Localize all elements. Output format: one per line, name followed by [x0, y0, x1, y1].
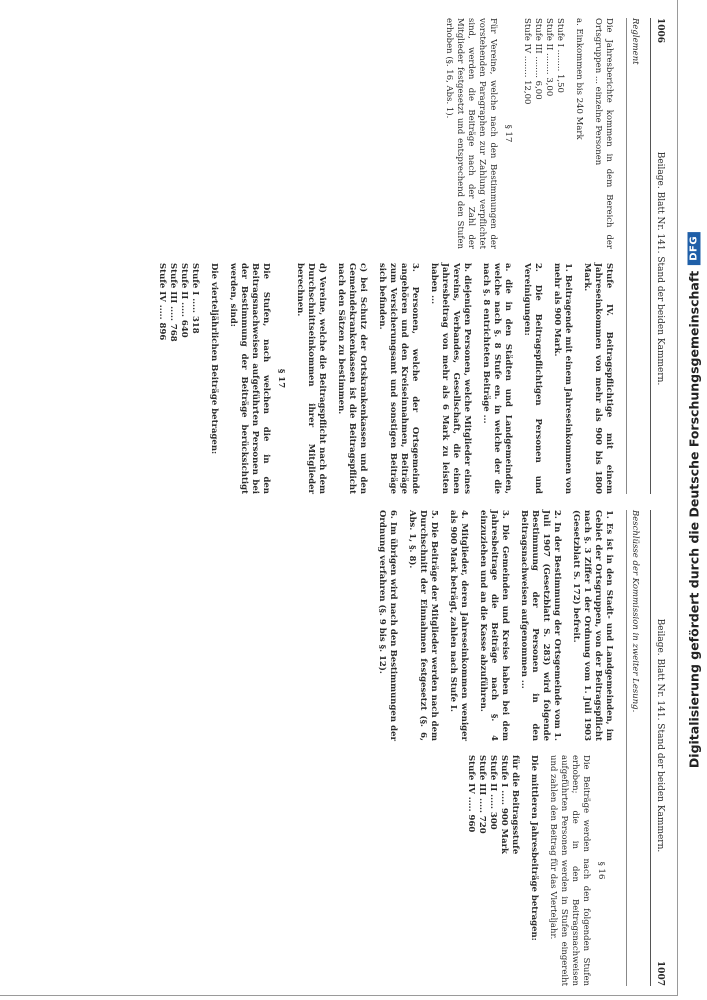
sidebar-caption	[687, 232, 702, 768]
text-block: für die Beitragsstufe	[510, 755, 520, 855]
text-block: 2. Die Beitragspflichtigen Personen und Vereinigungen:	[522, 263, 543, 494]
left-page-columns	[156, 18, 614, 494]
section-heading: § 17	[503, 124, 513, 143]
text-block: a. die in den Städten und Landgemeinden, welche nach §. 8 Stufe en. in welche der die nach §. 8 entrichteten Beiträge ...	[481, 263, 513, 494]
left-page-number: 1006	[655, 18, 665, 44]
text-block: 1. Es ist in den Stadt- und Landgemeinden, im Gebiet der Ortsgruppen, von der Beitragspflicht nach §. 3 Ziffer 1 der Ordnung vom 1. Juli 1903 (Gesetzblatt S. 172) befreit.	[571, 510, 614, 741]
table-row: Stufe IV ..... 960	[466, 755, 476, 833]
table-row: Stufe II ..... 300	[488, 755, 498, 830]
section-heading: § 17	[276, 368, 286, 389]
table-row: Stufe III ..... 720	[477, 755, 487, 834]
left-page-header	[650, 18, 665, 494]
table-row: Stufe IV ........ 12,00	[522, 18, 532, 105]
table-row: Stufe I ........ 1,50	[555, 18, 565, 93]
right-page-columns	[368, 510, 614, 986]
right-page-col-2	[368, 755, 614, 986]
sidebar-text: Digitalisierung gefördert durch die Deutsche Forschungsgemeinschaft	[686, 270, 702, 769]
text-block: c) bei Schutz der Ortskrankenkassen und den Gemeindekrankenkassen ist die Beitragspflicht nach den Sätzen zu bestimmen.	[336, 263, 368, 494]
text-block: 1. Beitragende mit einem Jahreseinkommen von mehr als 900 Mark.	[552, 263, 573, 494]
text-block: d) Vereine, welche die Beitragspflicht nach dem Durchschnittseinkommen ihrer Mitglieder berechnen.	[295, 263, 327, 494]
text-block: 3. Personen, welche der Ortsgemeinde angehören und den Kreiseinnahmen, Beiträge zum Versicherungsamt und sonstigen Beiträge sich befinden.	[377, 263, 420, 494]
right-page	[5, 510, 675, 986]
right-page-number: 1007	[655, 960, 665, 986]
left-page-col-1	[156, 18, 614, 249]
text-block: Für Vereine, welche nach den Bestimmungen der vorstehenden Paragraphen zur Zahlung verpflichtet sind, werden die Beiträge nach der Zahl der Mitglieder festgesetzt und entsprechend den Stufen erhoben (§. 16, Abs. 1).	[444, 18, 498, 249]
text-block: Stufe IV. Beitragspflichtige mit einem Jahreseinkommen von mehr als 900 bis 1800 Mark.	[582, 263, 614, 494]
text-block: 5. Die Beiträge der Mitglieder werden nach dem Durchschnitt der Einnahmen festgesetzt (§. 6, Abs. 1, §. 8).	[407, 510, 439, 741]
scanned-sheet	[5, 10, 675, 990]
text-block: 6. Im übrigen wird nach den Bestimmungen der Ordnung verfahren (§. 9 bis §. 12).	[377, 510, 398, 741]
table-row: Stufe III ..... 768	[168, 263, 178, 342]
text-block: Die vierteljährlichen Beiträge betragen:	[209, 263, 219, 455]
text-block: 2. In der Bestimmung der Ortsgemeinde vom 1. Juli 1907 (Gesetzblatt S. 283) wird folgende Bestimmung der Personen in den Beitragsnachweisen aufgenommen ...	[519, 510, 562, 741]
dfg-logo: DFG	[688, 232, 701, 265]
left-page	[5, 18, 675, 494]
table-row: Stufe III ........ 6,00	[533, 18, 543, 100]
text-block: 3. Die Gemeinden und Kreise haben bei dem Jahresbeitrage die Beiträge nach §. 4 einzuziehen und an die Kasse abzuführen.	[478, 510, 510, 741]
left-page-subhead: Reglement	[626, 18, 640, 494]
text-block: b. diejenigen Personen, welche Mitglieder eines Vereins, Verbandes, Gesellschaft, die einen Jahresbeitrag von mehr als 6 Mark zu leisten haben ...	[429, 263, 472, 494]
text-block: Die Beiträge werden nach den folgenden Stufen erhoben; die in den Beitragsnachweisen aufgeführten Personen werden in Stufen eingereiht und zahlen den Beitrag für das Vierteljahr.	[548, 755, 591, 986]
text-block: Die Jahresberichte kommen in dem Bereich der Ortsgruppen ... einzelne Personen	[593, 18, 614, 249]
right-page-header	[650, 510, 665, 986]
table-row: Stufe IV ..... 896	[157, 263, 167, 341]
right-page-subhead: Beschlüsse der Kommission in zweiter Lesung.	[626, 510, 640, 986]
right-page-col-1	[368, 510, 614, 741]
table-row: Stufe II ..... 640	[179, 263, 189, 338]
table-row: Stufe I ..... 318	[190, 263, 200, 334]
section-heading: § 16	[596, 861, 606, 880]
text-block: 4. Mitglieder, deren Jahreseinkommen weniger als 900 Mark beträgt, zahlen nach Stufe I.	[448, 510, 469, 741]
table-row: Stufe II ........ 3,00	[544, 18, 554, 97]
text-block: Die Stufen, nach welchen die in den Beitragsnachweisen aufgeführten Personen bei der Bestimmung der Beiträge berücksichtigt werden, sind:	[228, 263, 271, 494]
left-page-header-title: Beilage. Blatt Nr. 141. Stand der beiden Kammern.	[655, 151, 665, 386]
table-row: Stufe I ..... 900 Mark	[499, 755, 509, 854]
right-page-header-title: Beilage. Blatt Nr. 141. Stand der beiden Kammern.	[655, 618, 665, 853]
text-block: a. Einkommen bis 240 Mark	[574, 18, 584, 140]
left-page-col-2	[156, 263, 614, 494]
text-block: Die mittleren Jahresbeiträge betragen:	[529, 755, 539, 941]
